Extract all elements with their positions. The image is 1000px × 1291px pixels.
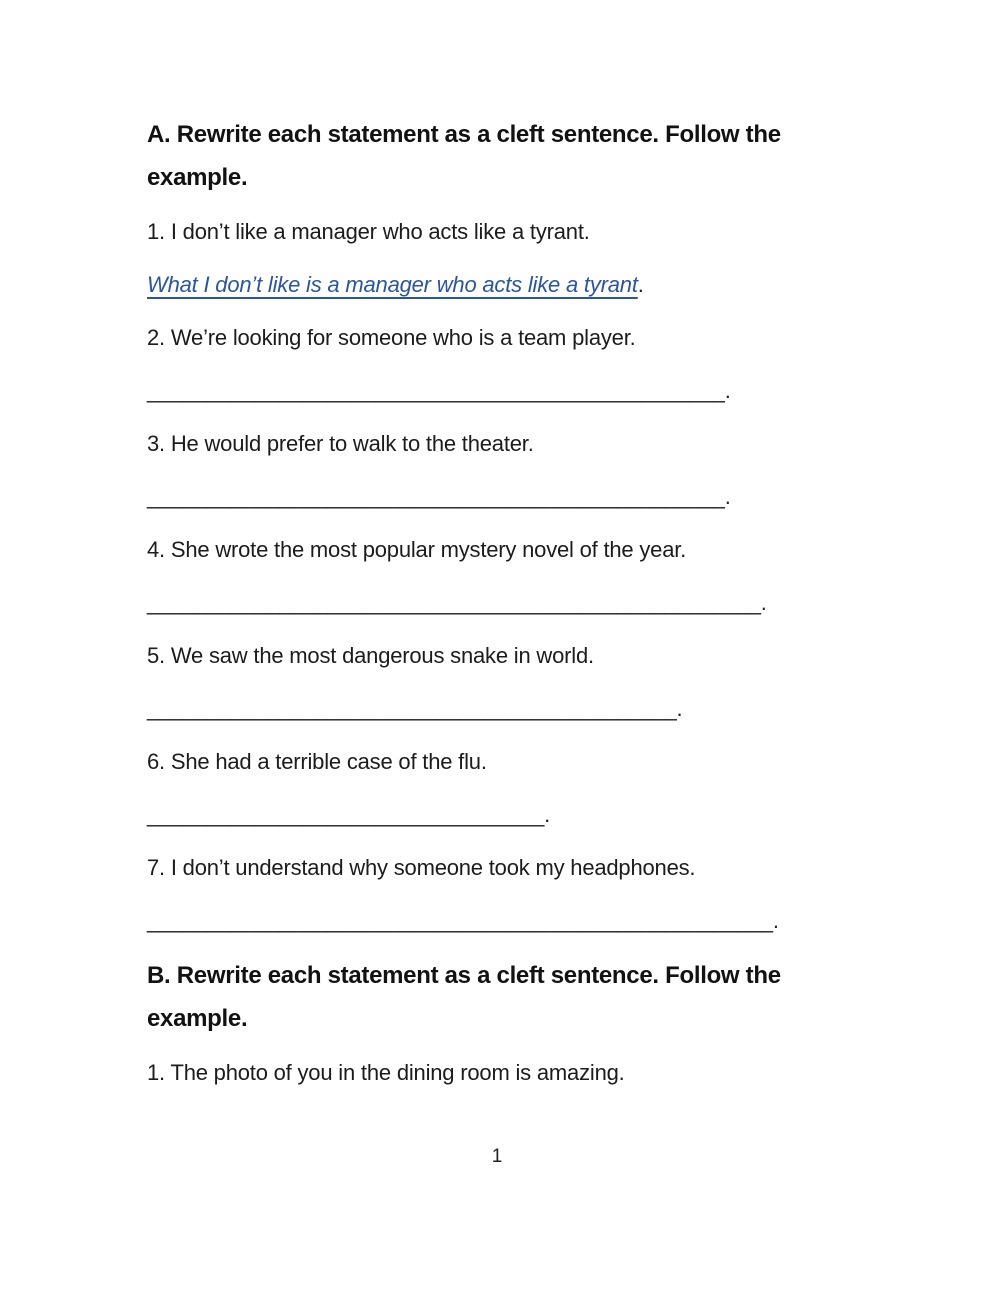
answer-blank-a2: ________________________________________________.: [147, 378, 731, 403]
exercise-a-item-4: 4. She wrote the most popular mystery novel of the year.: [147, 537, 687, 562]
exercise-a-item-1: 1. I don’t like a manager who acts like a tyrant.: [147, 219, 590, 244]
answer-blank-a5: ____________________________________________.: [147, 696, 683, 721]
section-b-heading-line1: B. Rewrite each statement as a cleft sentence. Follow the: [147, 962, 781, 989]
exercise-a-item-5: 5. We saw the most dangerous snake in world.: [147, 643, 594, 668]
section-b-heading: [147, 954, 960, 1040]
exercise-a-item-3: 3. He would prefer to walk to the theater.: [147, 431, 534, 456]
exercise-b-item-1: 1. The photo of you in the dining room is amazing.: [147, 1060, 625, 1085]
section-b-heading-line2: example.: [147, 1005, 248, 1032]
example-answer-text: What I don’t like is a manager who acts like a tyrant: [147, 272, 638, 297]
section-a-heading-line1: A. Rewrite each statement as a cleft sentence. Follow the: [147, 121, 781, 148]
section-a-heading-line2: example.: [147, 164, 248, 191]
example-answer-period: .: [637, 272, 644, 297]
exercise-a-item-7: 7. I don’t understand why someone took my headphones.: [147, 855, 696, 880]
page-number: 1: [491, 1146, 503, 1167]
answer-blank-a4: ___________________________________________________.: [147, 590, 767, 615]
section-a-heading: [147, 113, 960, 199]
answer-blank-a6: _________________________________.: [147, 802, 551, 827]
example-answer: [147, 258, 960, 311]
exercise-a-item-6: 6. She had a terrible case of the flu.: [147, 749, 487, 774]
answer-blank-a7: ____________________________________________________.: [147, 908, 779, 933]
answer-blank-a3: ________________________________________________.: [147, 484, 731, 509]
exercise-a-item-2: 2. We’re looking for someone who is a team player.: [147, 325, 636, 350]
